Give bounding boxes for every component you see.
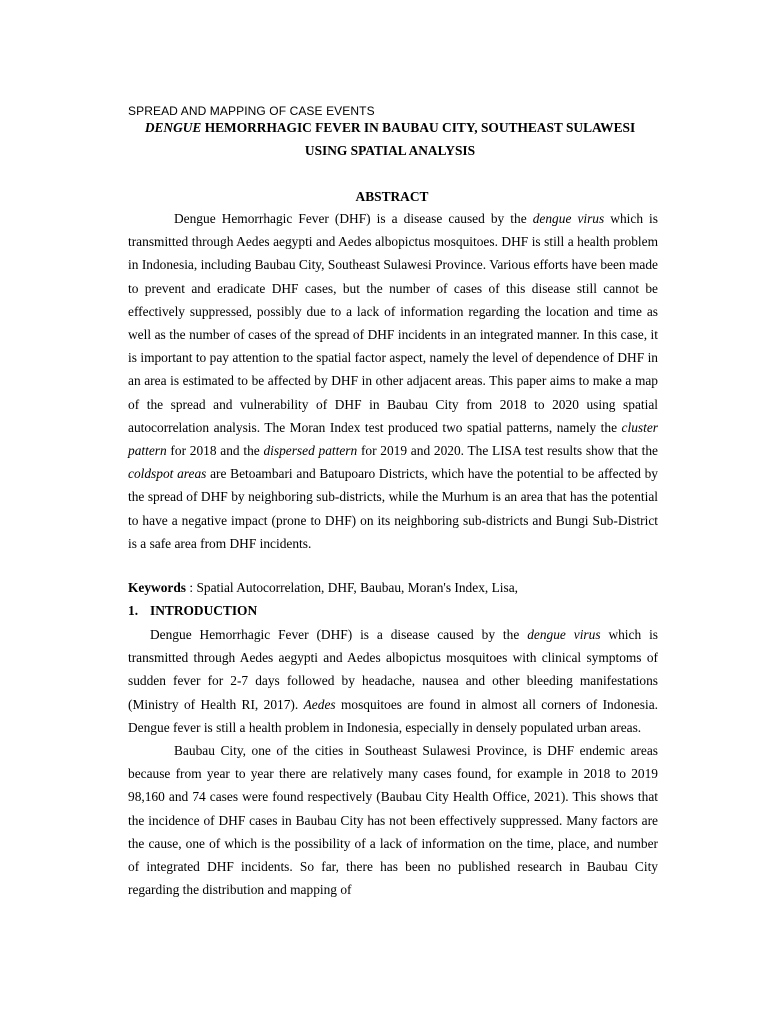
abstract-italic: dengue virus [532, 211, 605, 226]
intro-italic: Aedes [303, 696, 336, 712]
abstract-italic: dispersed pattern [263, 443, 358, 459]
intro-text: which is transmitted through Aedes aegypti and Aedes albopictus mosquitoes with clinical symptoms of sudden fever for 2-7 days followed by headache, nausea and other bleeding manifestations (Ministry of Health RI, 2017). [128, 627, 658, 712]
title-italic-word: DENGUE [144, 120, 202, 135]
paper-title-line2: USING SPATIAL ANALYSIS [304, 143, 476, 158]
section-title: INTRODUCTION [150, 603, 258, 618]
section-number: 1. [128, 603, 139, 618]
keywords-line [128, 578, 668, 598]
abstract-text: Dengue Hemorrhagic Fever (DHF) is a disease caused by the [174, 211, 533, 226]
section-heading-introduction [128, 601, 257, 621]
abstract-italic: coldspot areas [128, 466, 207, 482]
abstract-text: for 2019 and 2020. The LISA test results show that the [357, 443, 659, 459]
abstract-heading: ABSTRACT [355, 189, 429, 204]
intro-italic: dengue virus [527, 627, 601, 642]
abstract-text: which is transmitted through Aedes aegypti and Aedes albopictus mosquitoes. DHF is still a health problem in Indonesia, including Baubau City, Southeast Sulawesi Province. Various efforts have been made to prevent and eradicate DHF cases, but the number of cases of this disease still cannot be effectively suppressed, possibly due to a lack of information regarding the location and time as well as the number of cases of the spread of DHF incidents in an integrated manner. In this case, it is important to pay attention to the spatial factor aspect, namely the level of dependence of DHF in an area is estimated to be affected by DHF in other adjacent areas. This paper aims to make a map of the spread and vulnerability of DHF in Baubau City from 2018 to 2020 using spatial autocorrelation analysis. The Moran Index test produced two spatial patterns, namely the [128, 211, 658, 435]
intro-text: mosquitoes are found in almost all corners of Indonesia. Dengue fever is still a health problem in Indonesia, especially in densely populated urban areas. [128, 696, 659, 735]
introduction-body [128, 623, 658, 901]
paper-title-line1 [120, 120, 660, 136]
keywords-text: : Spatial Autocorrelation, DHF, Baubau, Moran's Index, Lisa, [186, 580, 518, 595]
intro-text: Dengue Hemorrhagic Fever (DHF) is a disease caused by the [150, 627, 528, 642]
intro-paragraph-1 [128, 623, 658, 739]
abstract-text: are Betoambari and Batupoaro Districts, which have the potential to be affected by the spread of DHF by neighboring sub-districts, while the Murhum is an area that has the potential to have a negative impact (prone to DHF) on its neighboring sub-districts and Bungi Sub-District is a safe area from DHF incidents. [128, 466, 659, 551]
intro-paragraph-2: Baubau City, one of the cities in Southeast Sulawesi Province, is DHF endemic areas because from year to year there are relatively many cases found, for example in 2018 to 2019 98,160 and 74 cases were found respectively (Baubau City Health Office, 2021). This shows that the incidence of DHF cases in Baubau City has not been effectively suppressed. Many factors are the cause, one of which is the possibility of a lack of information on the time, place, and number of integrated DHF incidents. So far, there has been no published research in Baubau City regarding the distribution and mapping of [128, 743, 658, 898]
title-line1-rest: HEMORRHAGIC FEVER IN BAUBAU CITY, SOUTHEAST SULAWESI [201, 120, 636, 135]
abstract-text: for 2018 and the [166, 443, 264, 459]
keywords-label: Keywords [128, 580, 187, 595]
abstract-italic: cluster pattern [128, 419, 658, 459]
abstract-paragraph [128, 207, 658, 555]
abstract-body [128, 207, 658, 555]
running-title: SPREAD AND MAPPING OF CASE EVENTS [128, 104, 375, 118]
